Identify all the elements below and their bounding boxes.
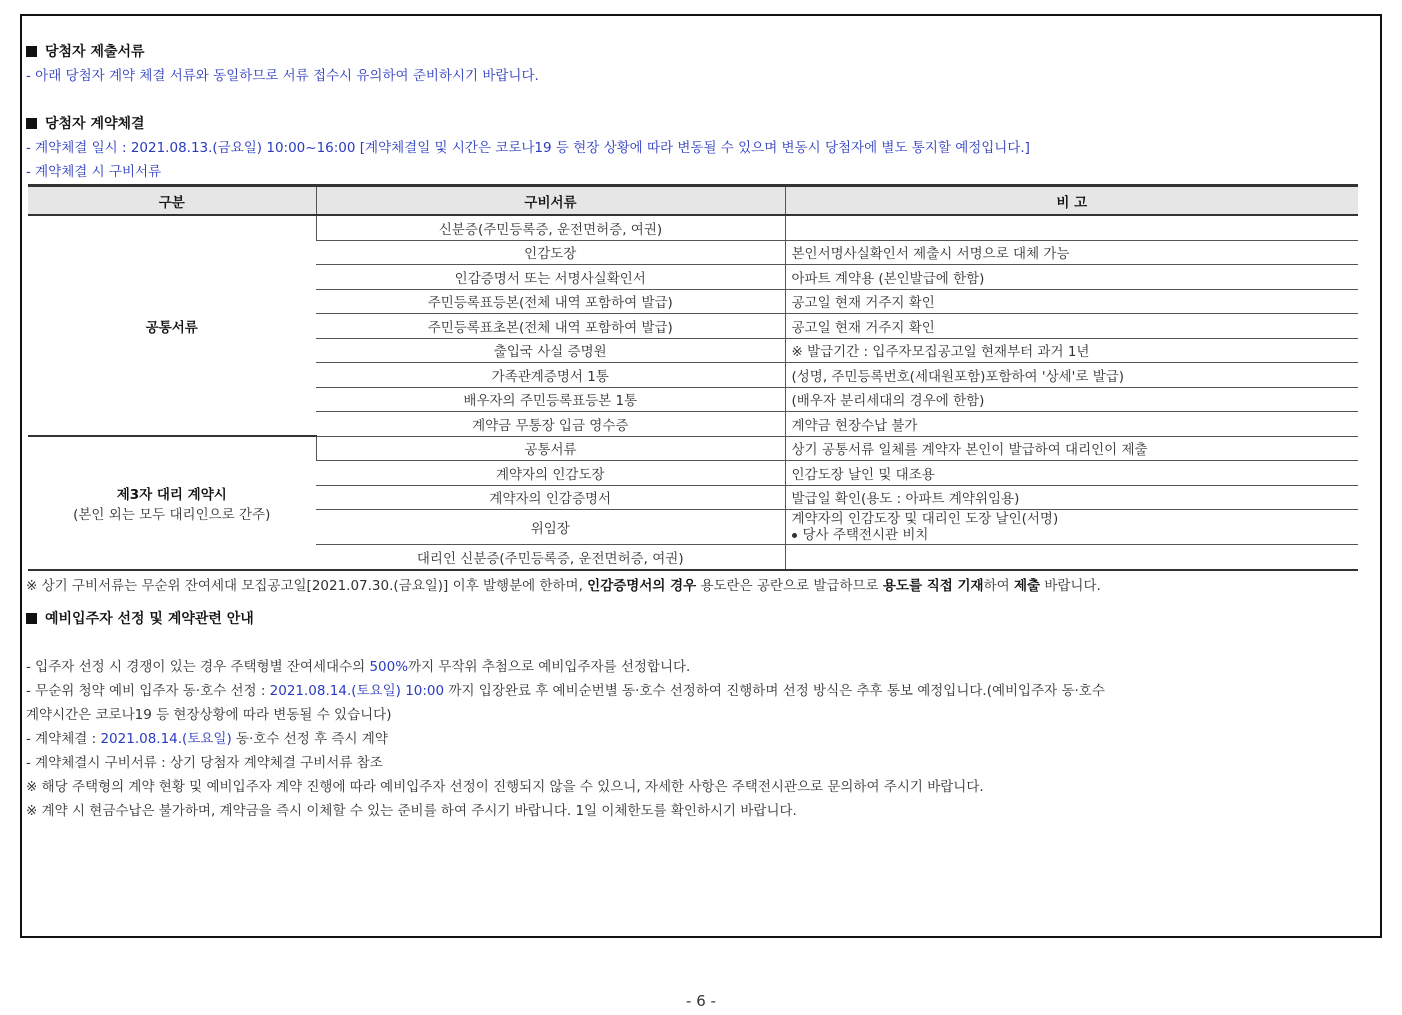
category-cell: 공통서류 (28, 215, 316, 436)
doc-cell: 주민등록표초본(전체 내역 포함하여 발급) (316, 314, 785, 339)
doc-cell: 인감증명서 또는 서명사실확인서 (316, 265, 785, 290)
text-line: 계약시간은 코로나19 등 현장상황에 따라 변동될 수 있습니다) (26, 706, 392, 723)
square-bullet-icon (26, 613, 37, 624)
section-title: 당첨자 계약체결 (45, 116, 145, 132)
table-row (28, 215, 1358, 240)
section-heading-winner-docs (26, 40, 1376, 64)
doc-cell: 계약자의 인감도장 (316, 461, 785, 486)
bullet-icon (792, 533, 797, 538)
document-frame (20, 14, 1382, 938)
page-number: - 6 - (686, 992, 716, 1010)
text-line: ※ 해당 주택형의 계약 현황 및 예비입주자 계약 진행에 따라 예비입주자 선정이 진행되지 않을 수 있으니, 자세한 사항은 주택전시관으로 문의하여 주시기 바랍니다. (26, 778, 984, 795)
doc-cell: 출입국 사실 증명원 (316, 338, 785, 363)
table-footnote: ※ 상기 구비서류는 무순위 잔여세대 모집공고일[2021.07.30.(금요일)] 이후 발행분에 한하며, 인감증명서의 경우 용도란은 공란으로 발급하므로 용도를 직접 기재하여 제출 바랍니다. (26, 577, 1101, 594)
note-cell: 계약금 현장수납 불가 (785, 412, 1358, 437)
doc-cell: 위임장 (316, 510, 785, 545)
text-line: - 입주자 선정 시 경쟁이 있는 경우 주택형별 잔여세대수의 500%까지 무작위 추첨으로 예비입주자를 선정합니다. (26, 658, 691, 675)
doc-cell: 주민등록표등본(전체 내역 포함하여 발급) (316, 289, 785, 314)
doc-cell: 신분증(주민등록증, 운전면허증, 여권) (316, 215, 785, 240)
text-line: - 계약체결 : 2021.08.14.(토요일) 동·호수 선정 후 즉시 계약 (26, 730, 388, 747)
doc-cell: 계약금 무통장 입금 영수증 (316, 412, 785, 437)
note-cell: (배우자 분리세대의 경우에 한함) (785, 387, 1358, 412)
note-cell: (성명, 주민등록번호(세대원포함)포함하여 '상세'로 발급) (785, 363, 1358, 388)
required-documents-table (28, 184, 1358, 571)
doc-cell: 대리인 신분증(주민등록증, 운전면허증, 여권) (316, 545, 785, 570)
note-line: 계약자의 인감도장 및 대리인 도장 날인(서명) (791, 511, 1059, 527)
text-line: - 아래 당첨자 계약 체결 서류와 동일하므로 서류 접수시 유의하여 준비하시기 바랍니다. (26, 68, 539, 84)
note-cell: 발급일 확인(용도 : 아파트 계약위임용) (785, 485, 1358, 510)
note-cell: 상기 공통서류 일체를 계약자 본인이 발급하여 대리인이 제출 (785, 436, 1358, 461)
document-body (26, 40, 1376, 823)
text-line: - 계약체결시 구비서류 : 상기 당첨자 계약체결 구비서류 참조 (26, 754, 383, 771)
category-subtitle: (본인 외는 모두 대리인으로 간주) (73, 506, 271, 523)
text-line: - 계약체결 일시 : 2021.08.13.(금요일) 10:00~16:00 [계약체결일 및 시간은 코로나19 등 현장 상황에 따라 변동될 수 있으며 변동시 당첨자에 별도 통지할 예정입니다.] (26, 140, 1030, 156)
note-cell: 인감도장 날인 및 대조용 (785, 461, 1358, 486)
category-title: 제3자 대리 계약시 (116, 486, 227, 503)
note-line: 당사 주택전시관 비치 (792, 527, 1353, 543)
table-row (28, 436, 1358, 461)
section-heading-waitlist (26, 607, 1376, 631)
note-cell: 아파트 계약용 (본인발급에 한함) (785, 265, 1358, 290)
doc-cell: 배우자의 주민등록표등본 1통 (316, 387, 785, 412)
doc-cell: 가족관계증명서 1통 (316, 363, 785, 388)
text-line: ※ 계약 시 현금수납은 불가하며, 계약금을 즉시 이체할 수 있는 준비를 하여 주시기 바랍니다. 1일 이체한도를 확인하시기 바랍니다. (26, 802, 797, 819)
doc-cell: 인감도장 (316, 240, 785, 265)
square-bullet-icon (26, 118, 37, 129)
section-title: 당첨자 제출서류 (45, 44, 145, 60)
text-line: - 무순위 청약 예비 입주자 동·호수 선정 : 2021.08.14.(토요일) 10:00 까지 입장완료 후 예비순번별 동·호수 선정하여 진행하며 선정 방식은 추후 통보 예정입니다.(예비입주자 동·호수 (26, 682, 1105, 699)
section-title: 예비입주자 선정 및 계약관련 안내 (45, 610, 254, 627)
note-cell: 본인서명사실확인서 제출시 서명으로 대체 가능 (785, 240, 1358, 265)
category-cell (28, 436, 316, 570)
section-heading-contract (26, 112, 1376, 136)
doc-cell: 공통서류 (316, 436, 785, 461)
text-line: - 계약체결 시 구비서류 (26, 164, 162, 180)
note-cell: 공고일 현재 거주지 확인 (785, 289, 1358, 314)
square-bullet-icon (26, 46, 37, 57)
note-cell (785, 510, 1358, 545)
note-cell: 공고일 현재 거주지 확인 (785, 314, 1358, 339)
table-header: 구분 (28, 186, 316, 216)
table-header: 구비서류 (316, 186, 785, 216)
note-cell (785, 545, 1358, 570)
doc-cell: 계약자의 인감증명서 (316, 485, 785, 510)
note-cell: ※ 발급기간 : 입주자모집공고일 현재부터 과거 1년 (785, 338, 1358, 363)
note-cell (785, 215, 1358, 240)
table-header-row (28, 186, 1358, 216)
table-header: 비 고 (785, 186, 1358, 216)
